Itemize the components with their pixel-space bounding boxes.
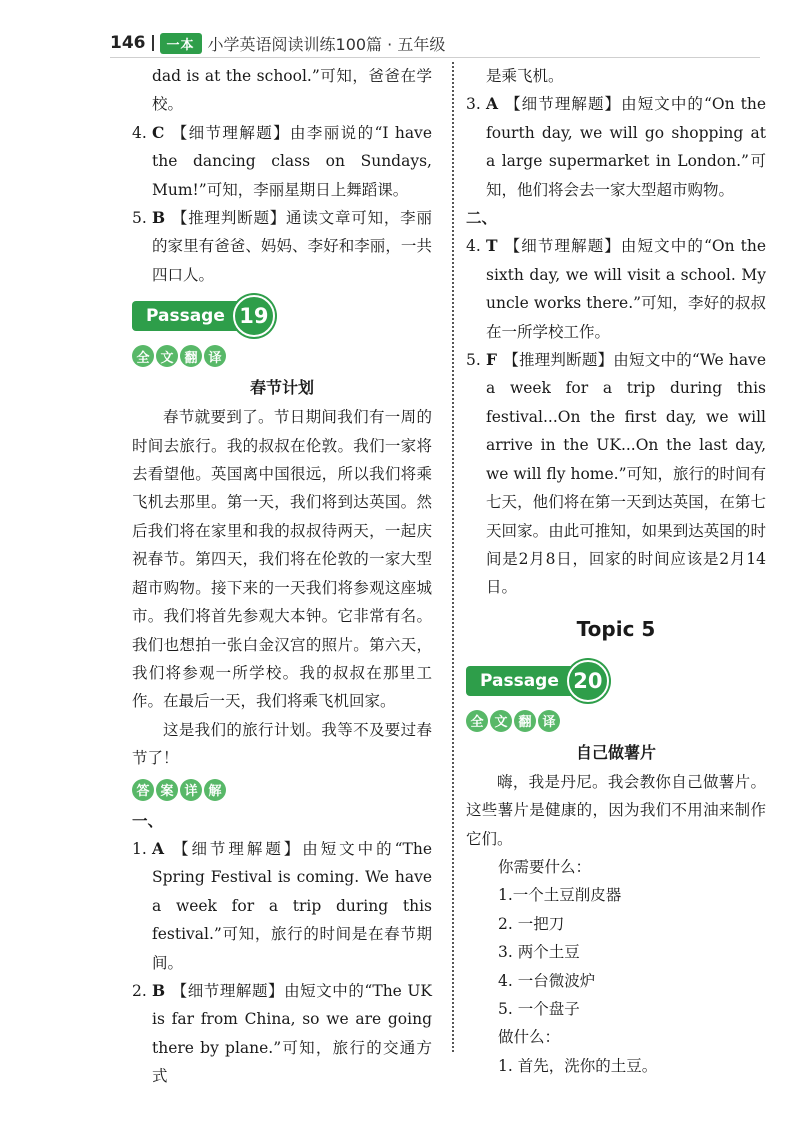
answer-letter: A (152, 838, 165, 858)
story-paragraph: 春节就要到了。节日期间我们有一周的时间去旅行。我的叔叔在伦敦。我们一家将去看望他。英国离中国很远，所以我们将乘飞机去那里。第一天，我们将到达英国。然后我们将在家里和我的叔叔待两天，一起庆祝春节。第四天，我们将在伦敦的一家大型超市购物。接下来的一天我们将参观这座城市。我们将首先参观大本钟。它非常有名。我们也想拍一张白金汉宫的照片。第六天，我们将参观一所学校。我的叔叔在那里工作。在最后一天，我们将乘飞机回家。 (132, 408, 432, 711)
badge-char: 详 (180, 779, 202, 801)
answer-item-5 (466, 346, 766, 602)
answer-letter: A (486, 94, 499, 114)
answer-item-5 (132, 204, 432, 289)
answer-explanation: 【细节理解题】由短文中的“On the fourth day, we will go shopping at a large supermarket in London.”可知，他们将会去一家大型超市购物。 (486, 95, 766, 199)
answer-explanation: 【细节理解题】由短文中的“On the sixth day, we will visit a school. My uncle works there.”可知，李好的叔叔在一所学校工作。 (486, 237, 766, 341)
badge-char: 全 (466, 710, 488, 732)
section-label: 二、 (466, 208, 498, 228)
list-item: 2. 一把刀 (498, 914, 565, 933)
passage-number: 20 (567, 660, 609, 702)
answer-explanation: 【推理判断题】通读文章可知，李丽的家里有爸爸、妈妈、李好和李丽，一共四口人。 (152, 209, 432, 284)
column-divider (452, 62, 454, 1052)
answer-item-3 (466, 90, 766, 204)
answer-explanation: 【推理判断题】由短文中的“We have a week for a trip during this festival...On the first day, we will arrive in the UK...On the last day, we will fly home.”可知，旅行的时间有七天，他们将在第一天到达英国，在第七天回家。由此可推知，如果到达英国的时间是2月8日，回家的时间应该是2月14日。 (486, 351, 766, 597)
badge-char: 解 (204, 779, 226, 801)
passage-number: 19 (233, 295, 275, 337)
passage-banner-19 (132, 299, 275, 333)
answer-item-1 (132, 835, 432, 977)
section-label: 一、 (132, 810, 164, 830)
need-title: 你需要什么： (498, 857, 592, 876)
list-item: 3. 两个土豆 (498, 943, 580, 962)
answer-explanation: 【细节理解题】由李丽说的“I have the dancing class on Sundays, Mum!”可知，李丽星期日上舞蹈课。 (152, 123, 432, 199)
list-item: 5. 一个盘子 (498, 999, 580, 1018)
item-number: 3. (466, 95, 481, 114)
badge-char: 文 (490, 710, 512, 732)
item-number: 2. (132, 981, 147, 1000)
answer-letter: F (486, 350, 498, 370)
page-header (110, 30, 760, 56)
answer-letter: B (152, 980, 166, 1000)
item-number: 5. (132, 209, 147, 228)
badge-char: 全 (132, 345, 154, 367)
list-item: 4. 一台微波炉 (498, 971, 596, 990)
answer-explanation: 【细节理解题】由短文中的“The UK is far from China, so we are going there by plane.”可知，旅行的交通方式 (152, 981, 432, 1086)
passage-banner-20 (466, 664, 609, 698)
badge-char: 案 (156, 779, 178, 801)
item-number: 1. (132, 839, 147, 858)
header-separator (152, 35, 154, 51)
badge-char: 翻 (180, 345, 202, 367)
topic-heading: Topic 5 (576, 616, 656, 641)
item-number: 4. (466, 237, 481, 256)
do-title: 做什么： (498, 1028, 561, 1047)
answer-continuation: dad is at the school.”可知，爸爸在学校。 (152, 67, 432, 114)
passage-label: Passage (466, 666, 573, 696)
list-item: 1. 首先，洗你的土豆。 (498, 1056, 658, 1075)
badge-char: 译 (204, 345, 226, 367)
answer-letter: C (152, 122, 165, 142)
brand-logo: 一本 (160, 33, 202, 54)
translation-badge (466, 710, 766, 732)
right-column (466, 62, 766, 1080)
list-item: 1.一个土豆削皮器 (498, 886, 622, 905)
left-column (132, 62, 432, 1091)
page-number: 146 (110, 33, 146, 53)
item-number: 5. (466, 351, 481, 370)
story-title: 自己做薯片 (575, 742, 656, 762)
answer-item-2 (132, 977, 432, 1091)
badge-char: 答 (132, 779, 154, 801)
item-number: 4. (132, 123, 147, 142)
answer-item-4 (132, 119, 432, 204)
book-title: 小学英语阅读训练100篇 · 五年级 (207, 34, 446, 54)
story-paragraph: 嗨，我是丹尼。我会教你自己做薯片。这些薯片是健康的，因为我们不用油来制作它们。 (466, 772, 766, 848)
translation-badge (132, 345, 432, 367)
story-title: 春节计划 (249, 378, 314, 398)
header-rule (110, 57, 760, 58)
answer-letter: B (152, 208, 166, 228)
badge-char: 翻 (514, 710, 536, 732)
story-paragraph: 这是我们的旅行计划。我等不及要过春节了！ (132, 720, 432, 768)
passage-label: Passage (132, 301, 239, 331)
badge-char: 译 (538, 710, 560, 732)
answer-letter: T (486, 236, 498, 256)
answer-explanation: 【细节理解题】由短文中的“The Spring Festival is coming. We have a week for a trip during this festival.”可知，旅行的时间是在春节期间。 (152, 839, 432, 972)
answer-item-4 (466, 232, 766, 346)
answer-continuation: 是乘飞机。 (486, 67, 564, 85)
answer-badge (132, 779, 432, 801)
badge-char: 文 (156, 345, 178, 367)
